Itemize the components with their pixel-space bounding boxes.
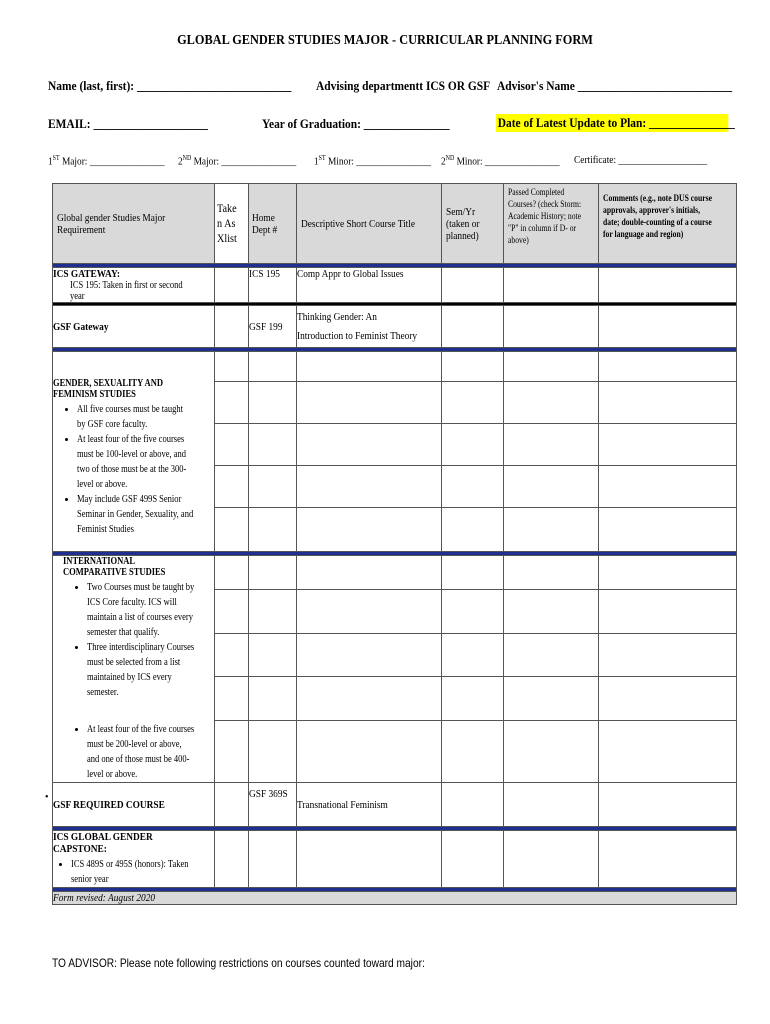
course-cell[interactable] xyxy=(297,382,442,424)
course-cell[interactable] xyxy=(442,352,504,382)
first-major-label: Major: xyxy=(61,155,88,168)
gsfs-bullet: • May include GSF 499S Senior Seminar in Gender, Sexuality, and Feminist Studies xyxy=(77,492,214,537)
second-major-suffix: ND xyxy=(182,154,192,162)
course-cell[interactable] xyxy=(504,590,599,634)
name-field[interactable]: Name (last, first): ___________________________ xyxy=(48,78,292,93)
capstone-course-title[interactable] xyxy=(297,831,442,888)
gsf-gateway-requirement: GSF Gateway xyxy=(53,306,215,348)
ics-gateway-course-title[interactable]: Comp Appr to Global Issues xyxy=(297,268,442,303)
course-cell[interactable] xyxy=(297,633,442,677)
ics-bullet: • At least four of the five courses must be 200-level or above, and one of those must be 400-level or above. xyxy=(87,722,214,782)
gsfs-bullet: • All five courses must be taught by GSF core faculty. xyxy=(77,402,214,432)
second-minor-label: Minor: xyxy=(456,155,483,168)
gsf-gateway-comments[interactable] xyxy=(599,306,737,348)
ics-bullets xyxy=(63,580,214,782)
course-cell[interactable] xyxy=(504,424,599,466)
course-cell[interactable] xyxy=(249,424,297,466)
first-major-suffix: ST xyxy=(52,154,60,162)
gsf-required-row xyxy=(53,783,737,827)
gsf-required-xlist[interactable] xyxy=(215,783,249,827)
ics-gateway-xlist[interactable] xyxy=(215,268,249,303)
course-cell[interactable] xyxy=(215,556,249,590)
gsf-required-requirement: GSF REQUIRED COURSE xyxy=(53,783,215,827)
course-cell[interactable] xyxy=(249,352,297,382)
gsfs-row xyxy=(53,352,737,382)
course-cell[interactable] xyxy=(297,424,442,466)
second-major-number: 2 xyxy=(178,155,183,168)
course-cell[interactable] xyxy=(215,466,249,508)
advising-department-field[interactable]: Advising departmentt ICS OR GSF xyxy=(316,78,491,93)
first-minor-number: 1 xyxy=(314,155,319,168)
first-major-number: 1 xyxy=(48,155,53,168)
course-cell[interactable] xyxy=(215,677,249,721)
ics-requirement xyxy=(53,556,215,783)
gsfs-requirement xyxy=(53,352,215,552)
course-cell[interactable] xyxy=(215,633,249,677)
course-cell[interactable] xyxy=(442,382,504,424)
course-cell[interactable] xyxy=(249,466,297,508)
course-cell[interactable] xyxy=(599,382,737,424)
header-home-dept: Home Dept # xyxy=(249,184,297,264)
course-cell[interactable] xyxy=(442,556,504,590)
first-minor-suffix: ST xyxy=(318,154,326,162)
ics-gateway-passed[interactable] xyxy=(504,268,599,303)
capstone-dept[interactable] xyxy=(249,831,297,888)
course-cell[interactable] xyxy=(442,677,504,721)
capstone-sem[interactable] xyxy=(442,831,504,888)
course-cell[interactable] xyxy=(504,633,599,677)
capstone-title: ICS GLOBAL GENDER CAPSTONE: xyxy=(53,831,153,855)
course-cell[interactable] xyxy=(504,352,599,382)
gsf-required-sem[interactable] xyxy=(442,783,504,827)
capstone-comments[interactable] xyxy=(599,831,737,888)
gsf-required-passed[interactable] xyxy=(504,783,599,827)
course-cell[interactable] xyxy=(599,677,737,721)
course-cell[interactable] xyxy=(504,556,599,590)
course-cell[interactable] xyxy=(599,633,737,677)
first-minor-label: Minor: xyxy=(327,155,354,168)
course-cell[interactable] xyxy=(599,424,737,466)
ics-gateway-note: ICS 195: Taken in first or second year xyxy=(70,280,183,302)
gsf-required-course-title[interactable]: Transnational Feminism xyxy=(297,783,442,827)
header-comments: Comments (e.g., note DUS course approvals, approver's initials, date; double-counting of a course for language and region) xyxy=(599,184,737,264)
certificate-field[interactable]: Certificate: ___________________ xyxy=(574,154,708,166)
planning-table xyxy=(52,183,737,905)
course-cell[interactable] xyxy=(599,508,737,552)
course-cell[interactable] xyxy=(249,633,297,677)
course-cell[interactable] xyxy=(504,508,599,552)
ics-row xyxy=(53,556,737,590)
header-taken-as-xlist: Take n As Xlist xyxy=(215,184,249,264)
course-cell[interactable] xyxy=(215,382,249,424)
header-course-title: Descriptive Short Course Title xyxy=(297,184,442,264)
capstone-bullets xyxy=(53,857,214,887)
capstone-passed[interactable] xyxy=(504,831,599,888)
course-cell[interactable] xyxy=(215,508,249,552)
header-requirement: Global gender Studies Major Requirement xyxy=(53,184,215,264)
course-cell[interactable] xyxy=(215,352,249,382)
course-cell[interactable] xyxy=(504,382,599,424)
first-minor-line: ________________ xyxy=(356,155,432,168)
course-cell[interactable] xyxy=(599,720,737,782)
first-minor-field[interactable] xyxy=(314,154,431,168)
course-cell[interactable] xyxy=(297,352,442,382)
header-row xyxy=(53,184,737,264)
course-cell[interactable] xyxy=(442,466,504,508)
email-field[interactable]: EMAIL: ____________________ xyxy=(48,116,208,131)
course-cell[interactable] xyxy=(504,677,599,721)
gsf-required-comments[interactable] xyxy=(599,783,737,827)
course-cell[interactable] xyxy=(249,382,297,424)
graduation-year-field[interactable]: Year of Graduation: _______________ xyxy=(262,116,450,131)
stray-bullet: • xyxy=(45,792,49,803)
gsf-gateway-course-title[interactable]: Thinking Gender: An Introduction to Feminist Theory xyxy=(297,306,442,348)
second-minor-field[interactable] xyxy=(441,154,560,168)
header-passed: Passed Completed Courses? (check Storm: Academic History; note "P" in column if D- or above) xyxy=(504,184,599,264)
course-cell[interactable] xyxy=(442,424,504,466)
course-cell[interactable] xyxy=(249,720,297,782)
course-cell[interactable] xyxy=(215,424,249,466)
course-cell[interactable] xyxy=(249,677,297,721)
ics-bullet: • Three interdisciplinary Courses must be selected from a list maintained by ICS every semester. xyxy=(87,640,214,700)
course-cell[interactable] xyxy=(442,633,504,677)
gsfs-title: GENDER, SEXUALITY AND FEMINISM STUDIES xyxy=(53,378,163,400)
second-minor-number: 2 xyxy=(441,155,446,168)
second-major-field[interactable] xyxy=(178,154,296,168)
gsf-gateway-sem[interactable] xyxy=(442,306,504,348)
second-minor-line: ________________ xyxy=(484,155,560,168)
capstone-requirement xyxy=(53,831,215,888)
ics-gateway-requirement xyxy=(53,268,215,303)
course-cell[interactable] xyxy=(215,590,249,634)
capstone-bullet: • ICS 489S or 495S (honors): Taken senior year xyxy=(71,857,214,887)
course-cell[interactable] xyxy=(504,720,599,782)
gsf-gateway-row xyxy=(53,306,737,348)
course-cell[interactable] xyxy=(504,466,599,508)
ics-gateway-sem[interactable] xyxy=(442,268,504,303)
capstone-row xyxy=(53,831,737,888)
ics-gateway-row xyxy=(53,268,737,303)
ics-gateway-comments[interactable] xyxy=(599,268,737,303)
advisor-note: TO ADVISOR: Please note following restrictions on courses counted toward major: xyxy=(52,956,425,970)
gsf-required-dept[interactable]: GSF 369S xyxy=(249,783,297,827)
course-cell[interactable] xyxy=(599,352,737,382)
latest-update-field[interactable]: Date of Latest Update to Plan: _______________ xyxy=(497,115,735,130)
gsf-gateway-dept[interactable]: GSF 199 xyxy=(249,306,297,348)
ics-title: INTERNATIONAL COMPARATIVE STUDIES xyxy=(63,556,166,578)
course-cell[interactable] xyxy=(297,466,442,508)
ics-gateway-dept[interactable]: ICS 195 xyxy=(249,268,297,303)
header-sem-yr: Sem/Yr (taken or planned) xyxy=(442,184,504,264)
course-cell[interactable] xyxy=(442,508,504,552)
gsfs-bullet: • At least four of the five courses must be 100-level or above, and two of those must be at the 300- level or above. xyxy=(77,432,214,492)
footer-row xyxy=(53,892,737,905)
form-title: GLOBAL GENDER STUDIES MAJOR - CURRICULAR PLANNING FORM xyxy=(177,33,593,48)
course-cell[interactable] xyxy=(442,720,504,782)
advisor-name-field[interactable]: Advisor's Name ___________________________ xyxy=(497,78,733,93)
course-cell[interactable] xyxy=(599,556,737,590)
course-cell[interactable] xyxy=(297,556,442,590)
course-cell[interactable] xyxy=(215,720,249,782)
second-minor-suffix: ND xyxy=(445,154,455,162)
course-cell[interactable] xyxy=(599,590,737,634)
second-major-line: ________________ xyxy=(221,155,297,168)
course-cell[interactable] xyxy=(297,590,442,634)
ics-bullet: • Two Courses must be taught by ICS Core faculty. ICS will maintain a list of courses every semester that qualify. xyxy=(87,580,214,640)
course-cell[interactable] xyxy=(249,556,297,590)
second-major-label: Major: xyxy=(193,155,220,168)
course-cell[interactable] xyxy=(442,590,504,634)
first-major-line: ________________ xyxy=(89,155,165,168)
ics-gateway-title: ICS GATEWAY: xyxy=(53,268,120,280)
course-cell[interactable] xyxy=(297,677,442,721)
course-cell[interactable] xyxy=(249,508,297,552)
gsf-gateway-xlist[interactable] xyxy=(215,306,249,348)
form-revised: Form revised: August 2020 xyxy=(53,892,737,905)
course-cell[interactable] xyxy=(297,720,442,782)
first-major-field[interactable] xyxy=(48,154,165,168)
course-cell[interactable] xyxy=(297,508,442,552)
gsf-gateway-passed[interactable] xyxy=(504,306,599,348)
course-cell[interactable] xyxy=(599,466,737,508)
capstone-xlist[interactable] xyxy=(215,831,249,888)
course-cell[interactable] xyxy=(249,590,297,634)
gsfs-bullets xyxy=(53,402,214,537)
